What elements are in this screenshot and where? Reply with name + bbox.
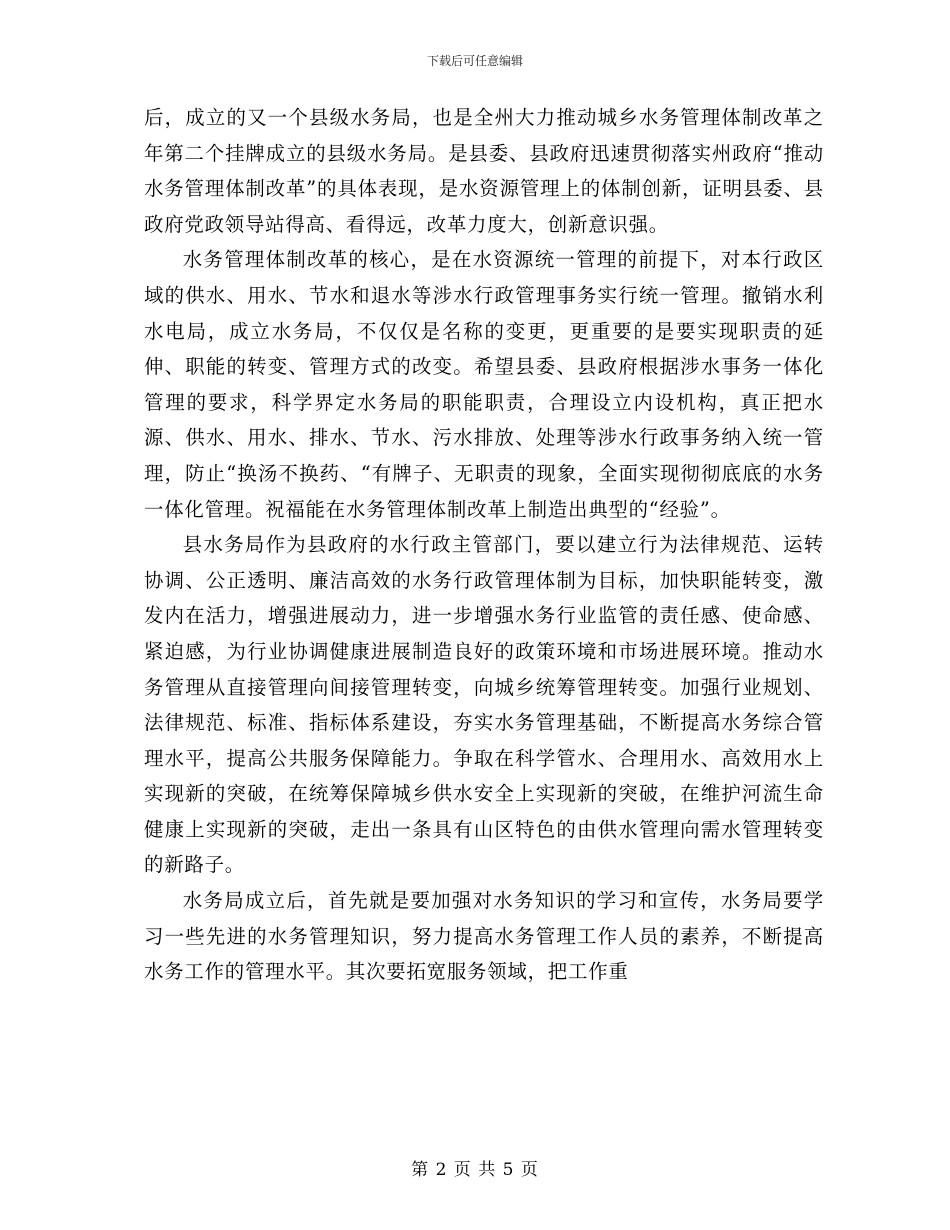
paragraph-4: 水务局成立后，首先就是要加强对水务知识的学习和宣传，水务局要学习一些先进的水务管理知识，努力提高水务管理工作人员的素养，不断提高水务工作的管理水平。其次要拓宽服务领域，把工作重 [144,889,824,984]
paragraph-2: 水务管理体制改革的核心，是在水资源统一管理的前提下，对本行政区域的供水、用水、节水和退水等涉水行政管理事务实行统一管理。撤销水利水电局，成立水务局，不仅仅是名称的变更，更重要的是要实现职责的延伸、职能的转变、管理方式的改变。希望县委、县政府根据涉水事务一体化管理的要求，科学界定水务局的职能职责，合理设立内设机构，真正把水源、供水、用水、排水、节水、污水排放、处理等涉水行政事务纳入统一管理，防止“换汤不换药、“有牌子、无职责的现象，全面实现彻彻底底的水务一体化管理。祝福能在水务管理体制改革上制造出典型的“经验”。 [144,248,824,521]
page-header: 下载后可任意编辑 [426,54,523,68]
page-number-footer: 第 2 页 共 5 页 [411,1160,539,1180]
paragraph-3: 县水务局作为县政府的水行政主管部门，要以建立行为法律规范、运转协调、公正透明、廉洁高效的水务行政管理体制为目标，加快职能转变，激发内在活力，增强进展动力，进一步增强水务行业监管的责任感、使命感、紧迫感，为行业协调健康进展制造良好的政策环境和市场进展环境。推动水务管理从直接管理向间接管理转变，向城乡统筹管理转变。加强行业规划、法律规范、标准、指标体系建设，夯实水务管理基础，不断提高水务综合管理水平，提高公共服务保障能力。争取在科学管水、合理用水、高效用水上实现新的突破，在统筹保障城乡供水安全上实现新的突破，在维护河流生命健康上实现新的突破，走出一条具有山区特色的由供水管理向需水管理转变的新路子。 [144,533,824,877]
document-body [144,100,824,990]
paragraph-1: 后，成立的又一个县级水务局，也是全州大力推动城乡水务管理体制改革之年第二个挂牌成立的县级水务局。是县委、县政府迅速贯彻落实州政府“推动水务管理体制改革”的具体表现，是水资源管理上的体制创新，证明县委、县政府党政领导站得高、看得远，改革力度大，创新意识强。 [144,106,824,236]
